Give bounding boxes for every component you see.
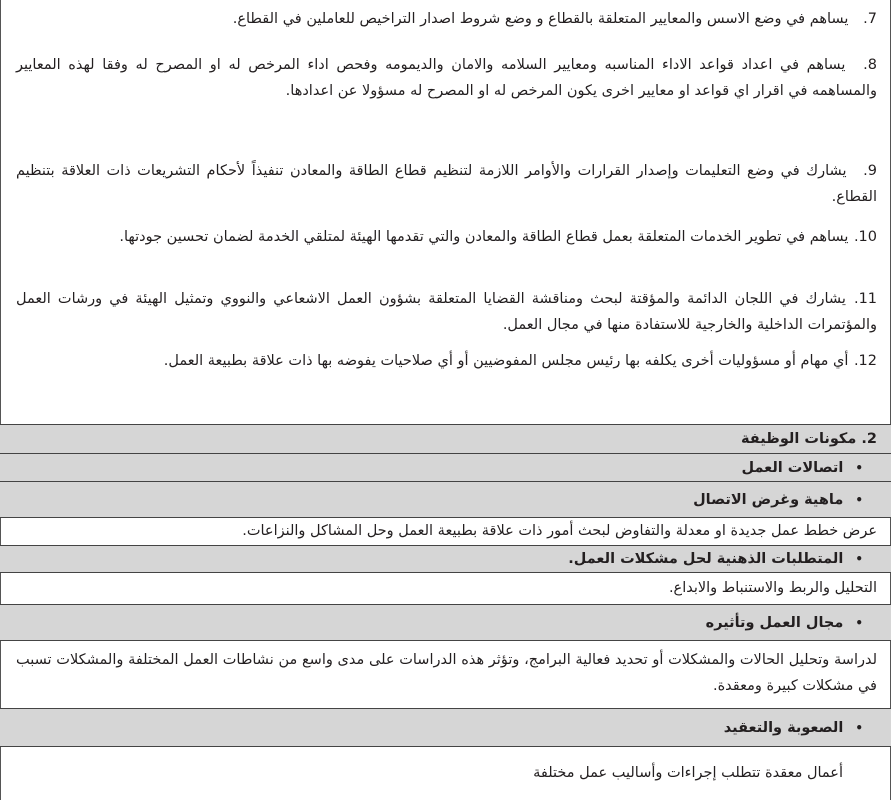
component-body: التحليل والربط والاستنباط والابداع.	[0, 572, 891, 604]
component-body: أعمال معقدة تتطلب إجراءات وأساليب عمل مختلفة	[0, 746, 891, 800]
list-item	[16, 6, 877, 32]
item-number: 7.	[863, 11, 877, 27]
list-item	[16, 224, 877, 250]
component-heading: • ماهية وغرض الاتصال	[0, 481, 891, 517]
bullet-icon: •	[855, 492, 863, 507]
component-body: لدراسة وتحليل الحالات والمشكلات أو تحديد فعالية البرامج، وتؤثر هذه الدراسات على مدى واسع من نشاطات العمل المختلفة والمشكلات تسبب في مشكلات كبيرة ومعقدة.	[0, 640, 891, 708]
bullet-icon: •	[855, 720, 863, 735]
section-title: 2. مكونات الوظيفة	[0, 424, 891, 453]
item-number: 8.	[863, 57, 877, 73]
item-text: أي مهام أو مسؤوليات أخرى يكلفه بها رئيس مجلس المفوضيين أو أي صلاحيات يفوضه بها ذات علاقة بطبيعة العمل.	[163, 353, 849, 369]
component-heading: • الصعوبة والتعقيد	[0, 708, 891, 746]
item-text: يساهم في اعداد قواعد الاداء المناسبه ومعايير السلامه والامان والديمومه وفحص اداء المرخص له او المصرح له وفقا لهذه المعايير والمساهمه في اقرار اي قواعد او معايير اخرى يكون المرخص له او المصرح له مسؤولا عن اعدادها.	[16, 57, 877, 99]
component-heading: • اتصالات العمل	[0, 453, 891, 481]
item-text: يشارك في اللجان الدائمة والمؤقتة لبحث ومناقشة القضايا المتعلقة بشؤون العمل الاشعاعي والنووي وتمثيل الهيئة في ورشات العمل والمؤتمرات الداخلية والخارجية للاستفادة منها في مجال العمل.	[16, 291, 877, 333]
list-item	[16, 348, 877, 374]
list-item	[16, 286, 877, 338]
bullet-icon: •	[855, 615, 863, 630]
bullet-icon: •	[855, 460, 863, 475]
component-heading: • مجال العمل وتأثيره	[0, 604, 891, 640]
item-number: 12.	[853, 353, 877, 369]
item-number: 10.	[853, 229, 877, 245]
item-text: يساهم في وضع الاسس والمعايير المتعلقة بالقطاع و وضع شروط اصدار التراخيص للعاملين في القطاع.	[232, 11, 849, 27]
item-number: 9.	[863, 163, 877, 179]
component-body: عرض خطط عمل جديدة او معدلة والتفاوض لبحث أمور ذات علاقة بطبيعة العمل وحل المشاكل والنزاعات.	[0, 517, 891, 545]
item-text: يساهم في تطوير الخدمات المتعلقة بعمل قطاع الطاقة والمعادن والتي تقدمها الهيئة لمتلقي الخدمة لضمان تحسين جودتها.	[119, 229, 849, 245]
list-item	[16, 52, 877, 104]
item-number: 11.	[853, 291, 878, 307]
item-text: يشارك في وضع التعليمات وإصدار القرارات والأوامر اللازمة لتنظيم قطاع الطاقة والمعادن تنفيذاً لأحكام التشريعات ذات العلاقة بتنظيم القطاع.	[16, 163, 877, 205]
bullet-icon: •	[855, 552, 863, 566]
list-item	[16, 158, 877, 210]
component-heading: • المتطلبات الذهنية لحل مشكلات العمل.	[0, 545, 891, 572]
